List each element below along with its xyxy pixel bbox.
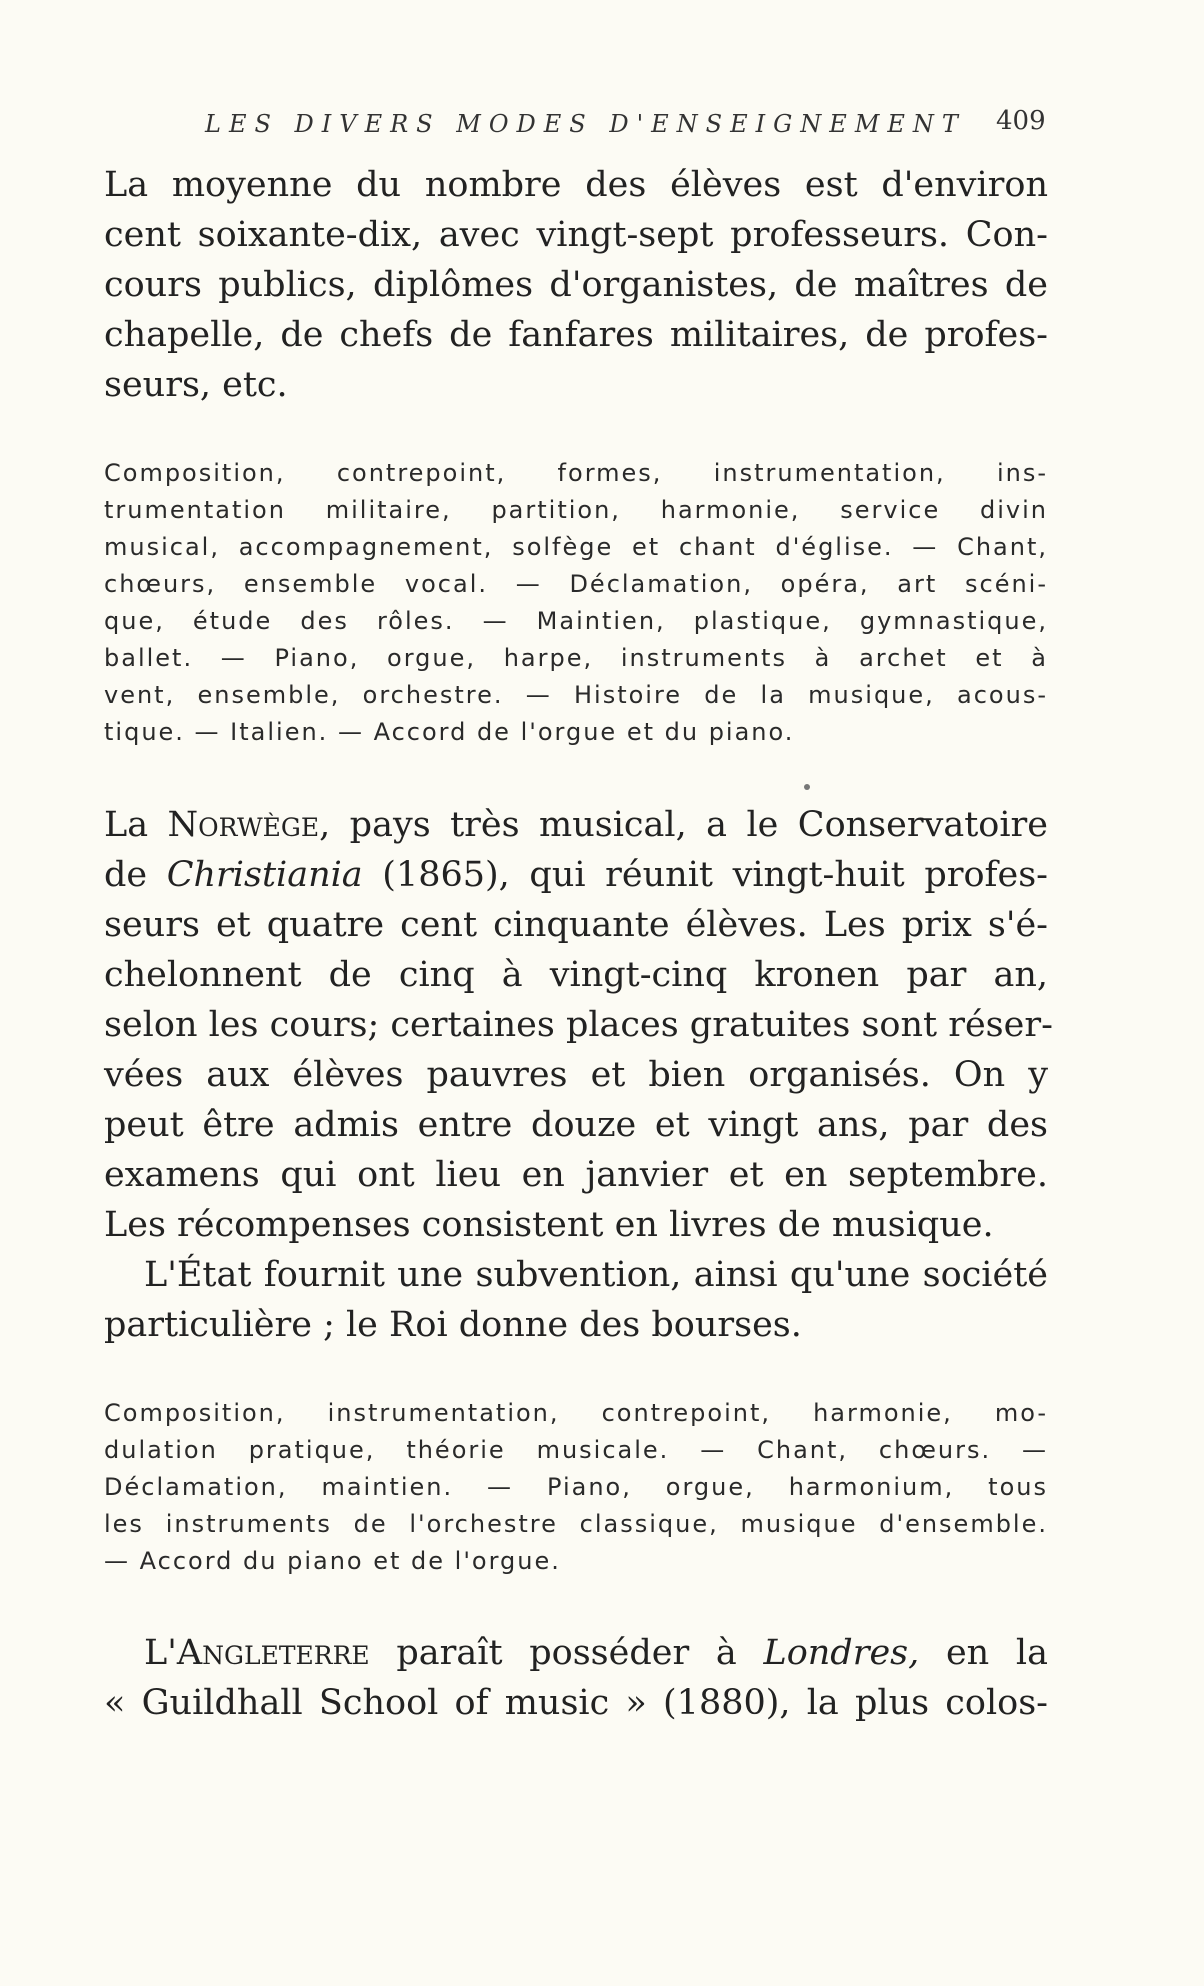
paragraph-enrollment [104,160,1048,410]
text-line: cours publics, diplômes d'organistes, de maîtres de [104,265,1048,305]
text-line: musical, accompagnement, solfège et chant d'église. — Chant, [104,533,1048,561]
text-line: seurs, etc. [104,365,288,405]
paragraph-england [104,1628,1048,1728]
text-line: que, étude des rôles. — Maintien, plastique, gymnastique, [104,607,1048,635]
text-line: Composition, contrepoint, formes, instrumentation, ins- [104,459,1048,487]
text-line: L'Angleterre paraît posséder à Londres, en la [144,1633,1048,1673]
text-line: Les récompenses consistent en livres de musique. [104,1205,994,1245]
text-line: tique. — Italien. — Accord de l'orgue et du piano. [104,718,795,746]
text-line: dulation pratique, théorie musicale. — Chant, chœurs. — [104,1436,1048,1464]
text-line: peut être admis entre douze et vingt ans, par des [104,1105,1048,1145]
text-line: de Christiania (1865), qui réunit vingt-huit profes- [104,855,1048,895]
city-name: Christiania [166,855,363,895]
text-line: chelonnent de cinq à vingt-cinq kronen par an, [104,955,1048,995]
text-line: La moyenne du nombre des élèves est d'environ [104,165,1048,205]
text-line: particulière ; le Roi donne des bourses. [104,1305,802,1345]
course-list-2 [104,1395,1048,1580]
text-line: vent, ensemble, orchestre. — Histoire de la musique, acous- [104,681,1048,709]
city-name: Londres, [763,1633,920,1673]
text-line: chœurs, ensemble vocal. — Déclamation, opéra, art scéni- [104,570,1048,598]
ornament-dot [804,784,810,790]
text-line: La Norwège, pays très musical, a le Conservatoire [104,805,1048,845]
text-line: cent soixante-dix, avec vingt-sept professeurs. Con- [104,215,1048,255]
text-line: L'État fournit une subvention, ainsi qu'une société [144,1255,1048,1295]
text-line: les instruments de l'orchestre classique, musique d'ensemble. [104,1510,1048,1538]
text-line: seurs et quatre cent cinquante élèves. Les prix s'é- [104,905,1048,945]
text-line: Déclamation, maintien. — Piano, orgue, harmonium, tous [104,1473,1048,1501]
text-line: trumentation militaire, partition, harmonie, service divin [104,496,1048,524]
text-line: Composition, instrumentation, contrepoint, harmonie, mo- [104,1399,1048,1427]
country-name: Angleterre [176,1633,370,1673]
paragraph-norway [104,800,1053,1250]
text-line: ballet. — Piano, orgue, harpe, instruments à archet et à [104,644,1048,672]
text-line: examens qui ont lieu en janvier et en septembre. [104,1155,1048,1195]
paragraph-state-subsidy [104,1250,1048,1350]
country-name: Norwège [167,805,320,845]
course-list-1 [104,455,1048,751]
text-line: vées aux élèves pauvres et bien organisés. On y [104,1055,1048,1095]
text-line: « Guildhall School of music » (1880), la plus colos- [104,1683,1048,1723]
text-line: — Accord du piano et de l'orgue. [104,1547,561,1575]
running-head: LES DIVERS MODES D'ENSEIGNEMENT [205,110,966,138]
page-number: 409 [996,106,1046,136]
text-line: selon les cours; certaines places gratuites sont réser- [104,1005,1053,1045]
text-line: chapelle, de chefs de fanfares militaires, de profes- [104,315,1048,355]
